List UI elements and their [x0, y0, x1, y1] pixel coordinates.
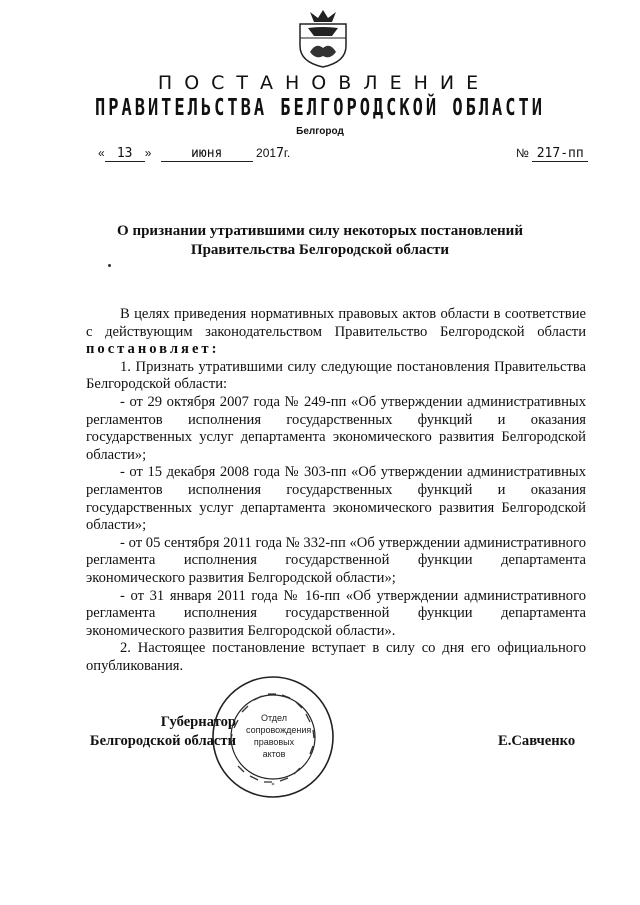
svg-text:*: *	[271, 782, 275, 789]
stray-mark	[108, 264, 111, 267]
paragraph-item-2: 2. Настоящее постановление вступает в силу со дня его официального опубликования.	[86, 640, 586, 674]
paragraph-item-1: 1. Признать утратившими силу следующие постановления Правительства Белгородской области:	[86, 358, 586, 393]
preamble-colon: :	[211, 341, 220, 358]
date-month: июня	[161, 146, 253, 162]
date-day: 13	[105, 146, 145, 162]
signatory-name: Е.Савченко	[498, 733, 576, 749]
list-item: - от 05 сентября 2011 года № 332-пп «Об утверждении административного регламента исполнения государственной функции департамента экономического развития Белгородской области»;	[86, 534, 586, 586]
document-body	[86, 306, 586, 675]
stamp-line-1: Отдел	[260, 713, 288, 723]
stamp-inner-text	[246, 712, 312, 760]
coat-of-arms-emblem	[296, 6, 350, 68]
position-line-2: Белгородской области	[89, 733, 236, 749]
date-year-end: г.	[283, 146, 291, 160]
number-value: 217-пп	[532, 146, 588, 162]
position-line-1: Губернатор	[160, 714, 236, 730]
date-year-suffix: 7	[276, 146, 284, 161]
list-item: - от 31 января 2011 года № 16-пп «Об утверждении административного регламента исполнения государственной функции департамента экономического развития Белгородской области».	[86, 587, 586, 639]
document-date: « 13 » июня 2017г.	[98, 146, 291, 161]
list-item: - от 29 октября 2007 года № 249-пп «Об утверждении административных регламентов исполнения государственных функций и оказания государственных услуг департамента экономического развития Белгородской области»;	[86, 393, 586, 463]
issuer-title: ПРАВИТЕЛЬСТВА БЕЛГОРОДСКОЙ ОБЛАСТИ	[95, 94, 545, 122]
date-year-prefix: 201	[256, 146, 277, 160]
city-label: Белгород	[296, 126, 344, 137]
stamp-line-2: сопровождения	[246, 725, 312, 735]
document-number	[516, 146, 588, 162]
number-prefix: №	[516, 146, 529, 160]
preamble-verb: постановляет	[86, 341, 212, 358]
paragraph-preamble	[86, 306, 586, 359]
document-type-title: ПОСТАНОВЛЕНИЕ	[157, 72, 491, 94]
document-heading: О признании утратившими силу некоторых постановлений Правительства Белгородской области	[117, 223, 523, 258]
stamp-line-4: актов	[262, 749, 286, 759]
list-item: - от 15 декабря 2008 года № 303-пп «Об утверждении административных регламентов исполнения государственных функций и оказания государственных услуг департамента экономического развития Белгородской области»;	[86, 464, 586, 534]
stamp-line-3: правовых	[253, 737, 295, 747]
preamble-text: В целях приведения нормативных правовых актов области в соответствие с действующим законодательством Правительство Белгородской области	[86, 306, 586, 340]
